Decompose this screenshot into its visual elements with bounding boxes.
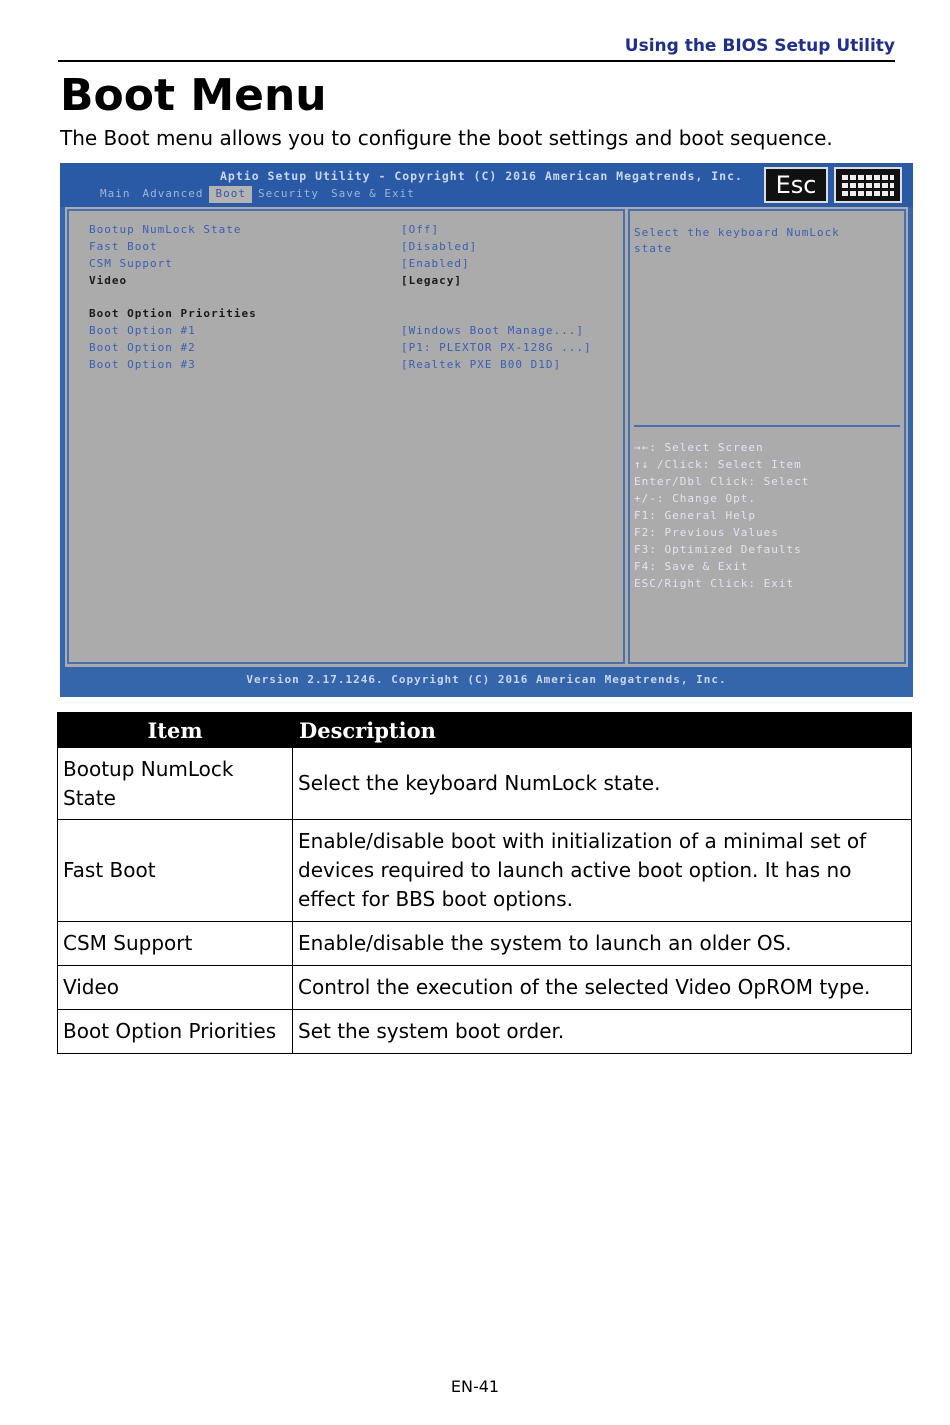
bios-priorities-heading: Boot Option Priorities [89,307,257,320]
bios-tab-advanced[interactable]: Advanced [142,187,204,200]
key-help-line: ↑↓ /Click: Select Item [634,458,802,471]
key-help-line: F4: Save & Exit [634,560,749,573]
bios-value-bootup-numlock[interactable]: [Off] [401,223,440,236]
table-cell-item: Bootup NumLock State [58,748,293,820]
key-help-line: F2: Previous Values [634,526,779,539]
header-rule [58,60,895,62]
key-help-line: ESC/Right Click: Exit [634,577,795,590]
table-cell-description: Select the keyboard NumLock state. [293,748,912,820]
bios-item-csm-support[interactable]: CSM Support [89,257,173,270]
intro-text: The Boot menu allows you to configure the boot settings and boot sequence. [60,126,833,150]
table-header-row [58,713,912,748]
bios-value-video[interactable]: [Legacy] [401,274,462,287]
table-row [58,966,912,1010]
bios-tab-bar [94,186,421,203]
bios-tab-boot[interactable]: Boot [209,186,252,203]
key-help-line: F1: General Help [634,509,756,522]
table-row [58,748,912,820]
table-cell-item: Fast Boot [58,820,293,922]
bios-tab-security[interactable]: Security [257,187,319,200]
table-cell-description: Enable/disable the system to launch an older OS. [293,922,912,966]
key-help-line: +/-: Change Opt. [634,492,756,505]
table-cell-description: Control the execution of the selected Video OpROM type. [293,966,912,1010]
table-cell-item: Video [58,966,293,1010]
table-header-item: Item [58,713,293,748]
esc-key-icon[interactable]: Esc [764,167,828,203]
key-help-line: F3: Optimized Defaults [634,543,802,556]
bios-value-csm-support[interactable]: [Enabled] [401,257,470,270]
bios-value-fast-boot[interactable]: [Disabled] [401,240,478,253]
table-cell-item: Boot Option Priorities [58,1010,293,1054]
bios-value-boot-option-2[interactable]: [P1: PLEXTOR PX-128G ...] [401,341,592,354]
bios-value-boot-option-3[interactable]: [Realtek PXE B00 D1D] [401,358,562,371]
table-cell-description: Enable/disable boot with initialization of a minimal set of devices required to launch active boot option. It has no effect for BBS boot options. [293,820,912,922]
table-header-description: Description [293,713,912,748]
bios-settings-panel [67,209,625,664]
bios-main-panel [65,207,908,667]
key-help-line: →←: Select Screen [634,441,764,454]
bios-help-divider [634,425,900,427]
bios-help-text: Select the keyboard NumLock state [634,226,840,255]
bios-item-boot-option-3[interactable]: Boot Option #3 [89,358,196,371]
keyboard-icon[interactable] [834,167,902,203]
table-cell-description: Set the system boot order. [293,1010,912,1054]
bios-item-video[interactable]: Video [89,274,128,287]
page-title: Boot Menu [60,70,327,121]
table-row [58,1010,912,1054]
bios-item-boot-option-1[interactable]: Boot Option #1 [89,324,196,337]
running-header: Using the BIOS Setup Utility [624,36,895,56]
page-number: EN-41 [450,1377,500,1396]
description-table [57,712,912,1054]
key-help-line: Enter/Dbl Click: Select [634,475,810,488]
table-cell-item: CSM Support [58,922,293,966]
bios-item-fast-boot[interactable]: Fast Boot [89,240,158,253]
bios-item-bootup-numlock[interactable]: Bootup NumLock State [89,223,242,236]
bios-footer: Version 2.17.1246. Copyright (C) 2016 American Megatrends, Inc. [246,673,727,686]
bios-item-boot-option-2[interactable]: Boot Option #2 [89,341,196,354]
table-row [58,820,912,922]
bios-help-panel [628,209,906,664]
bios-screenshot [60,163,913,697]
bios-tab-main[interactable]: Main [100,187,131,200]
bios-title-bar [60,163,913,207]
table-row [58,922,912,966]
bios-tab-save-exit[interactable]: Save & Exit [330,187,415,200]
bios-value-boot-option-1[interactable]: [Windows Boot Manage...] [401,324,584,337]
bios-title: Aptio Setup Utility - Copyright (C) 2016 American Megatrends, Inc. [220,169,743,183]
